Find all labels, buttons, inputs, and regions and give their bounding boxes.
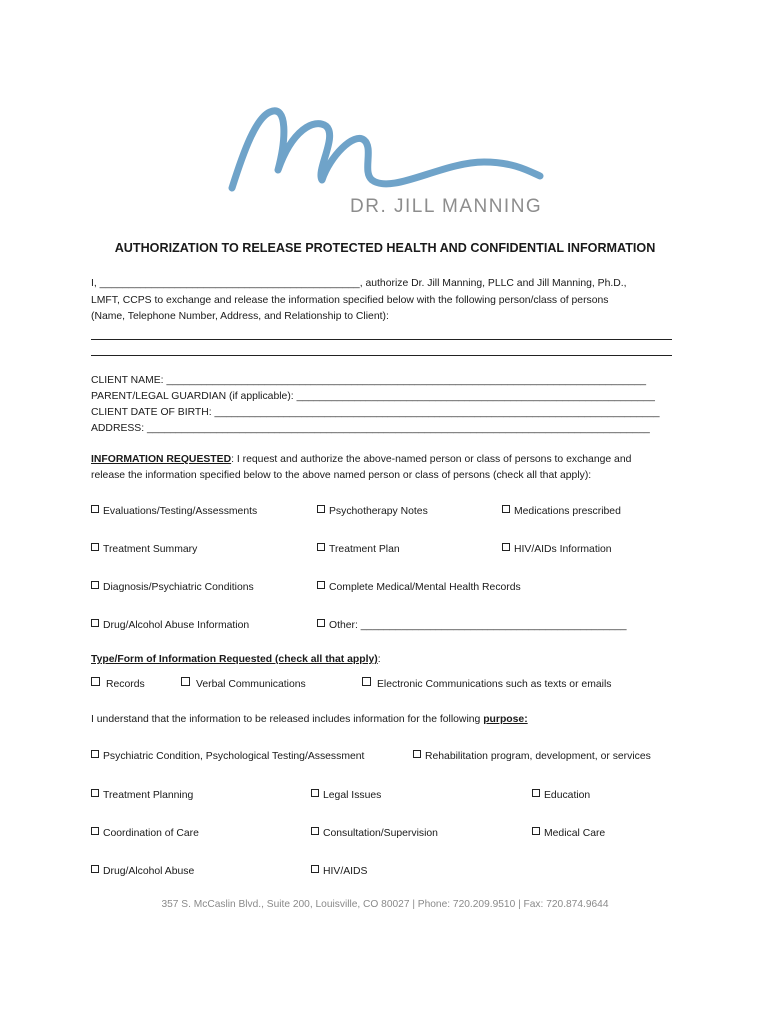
info-requested-paragraph-2: release the information specified below to the above named person or class of persons (check all that apply): <box>91 470 592 481</box>
checkbox-icon[interactable] <box>91 581 99 589</box>
option-label: Psychotherapy Notes <box>329 506 428 517</box>
client-dob-field[interactable]: CLIENT DATE OF BIRTH: _____________________________________________________________________________ <box>91 407 660 418</box>
checkbox-icon[interactable] <box>91 677 100 686</box>
checkbox-icon[interactable] <box>362 677 371 686</box>
option-label: HIV/AIDs Information <box>514 544 612 555</box>
checkbox-medications[interactable] <box>502 505 621 519</box>
checkbox-icon[interactable] <box>91 619 99 627</box>
checkbox-records[interactable] <box>91 677 145 692</box>
checkbox-verbal-communications[interactable] <box>181 677 306 692</box>
checkbox-education[interactable] <box>532 789 590 803</box>
logo-m-mark-icon <box>222 100 552 195</box>
checkbox-diagnosis[interactable] <box>91 581 254 595</box>
checkbox-icon[interactable] <box>181 677 190 686</box>
checkbox-electronic-communications[interactable] <box>362 677 611 692</box>
checkbox-icon[interactable] <box>311 827 319 835</box>
checkbox-treatment-plan[interactable] <box>317 543 400 557</box>
info-requested-paragraph-1 <box>91 453 631 467</box>
page-title: AUTHORIZATION TO RELEASE PROTECTED HEALTH AND CONFIDENTIAL INFORMATION <box>114 241 656 255</box>
checkbox-icon[interactable] <box>91 789 99 797</box>
checkbox-icon[interactable] <box>532 789 540 797</box>
checkbox-evaluations[interactable] <box>91 505 257 519</box>
option-label: Records <box>106 679 145 690</box>
checkbox-consultation[interactable] <box>311 827 438 841</box>
type-form-label: Type/Form of Information Requested (check all that apply) <box>91 654 378 665</box>
client-address-field[interactable]: ADDRESS: _______________________________________________________________________________________ <box>91 423 650 434</box>
purpose-label: purpose: <box>483 714 528 725</box>
option-label: Drug/Alcohol Abuse Information <box>103 620 250 631</box>
intro-line-3: (Name, Telephone Number, Address, and Relationship to Client): <box>91 311 389 322</box>
option-label: Treatment Plan <box>329 544 400 555</box>
option-label: Psychiatric Condition, Psychological Testing/Assessment <box>103 751 365 762</box>
checkbox-treatment-summary[interactable] <box>91 543 197 557</box>
checkbox-psychotherapy-notes[interactable] <box>317 505 428 519</box>
checkbox-icon[interactable] <box>91 827 99 835</box>
checkbox-icon[interactable] <box>91 750 99 758</box>
recipient-blank-line-2[interactable] <box>91 355 672 356</box>
client-name-field[interactable]: CLIENT NAME: ___________________________________________________________________________________ <box>91 375 647 386</box>
checkbox-icon[interactable] <box>317 543 325 551</box>
logo-text: DR. JILL MANNING <box>350 196 543 217</box>
option-label: Complete Medical/Mental Health Records <box>329 582 521 593</box>
checkbox-complete-records[interactable] <box>317 581 521 595</box>
checkbox-legal-issues[interactable] <box>311 789 381 803</box>
type-form-colon: : <box>377 654 381 665</box>
checkbox-icon[interactable] <box>91 543 99 551</box>
option-label: Education <box>544 790 591 801</box>
checkbox-coordination-of-care[interactable] <box>91 827 199 841</box>
option-label: Verbal Communications <box>196 679 306 690</box>
option-label: Medications prescribed <box>514 506 621 517</box>
checkbox-icon[interactable] <box>413 750 421 758</box>
checkbox-icon[interactable] <box>91 865 99 873</box>
logo <box>222 100 552 225</box>
checkbox-icon[interactable] <box>311 865 319 873</box>
purpose-paragraph <box>91 713 528 727</box>
recipient-blank-line-1[interactable] <box>91 339 672 340</box>
checkbox-psychiatric-condition[interactable] <box>91 750 364 764</box>
checkbox-hiv-aids[interactable] <box>311 865 367 879</box>
checkbox-other[interactable] <box>317 619 627 633</box>
checkbox-icon[interactable] <box>502 543 510 551</box>
checkbox-icon[interactable] <box>317 619 325 627</box>
option-label: Treatment Summary <box>103 544 198 555</box>
info-requested-text-1: : I request and authorize the above-named person or class of persons to exchange and <box>231 454 632 465</box>
option-label: Diagnosis/Psychiatric Conditions <box>103 582 254 593</box>
checkbox-icon[interactable] <box>311 789 319 797</box>
option-label: Drug/Alcohol Abuse <box>103 866 195 877</box>
option-label: HIV/AIDS <box>323 866 368 877</box>
guardian-field[interactable]: PARENT/LEGAL GUARDIAN (if applicable): ______________________________________________________________ <box>91 391 655 402</box>
checkbox-hiv-aids-information[interactable] <box>502 543 612 557</box>
intro-line-1: I, _____________________________________________, authorize Dr. Jill Manning, PLLC and Jill Manning, Ph.D., <box>91 278 627 289</box>
option-label: Treatment Planning <box>103 790 194 801</box>
checkbox-icon[interactable] <box>532 827 540 835</box>
checkbox-icon[interactable] <box>91 505 99 513</box>
intro-line-2: LMFT, CCPS to exchange and release the information specified below with the following person/class of persons <box>91 295 609 306</box>
checkbox-rehabilitation[interactable] <box>413 750 651 764</box>
checkbox-icon[interactable] <box>502 505 510 513</box>
checkbox-treatment-planning[interactable] <box>91 789 193 803</box>
option-label: Consultation/Supervision <box>323 828 438 839</box>
info-requested-label: INFORMATION REQUESTED <box>91 454 232 465</box>
option-label: Other: ______________________________________________ <box>329 620 627 631</box>
option-label: Evaluations/Testing/Assessments <box>103 506 258 517</box>
option-label: Legal Issues <box>323 790 382 801</box>
option-label: Electronic Communications such as texts or emails <box>377 679 612 690</box>
purpose-text: I understand that the information to be released includes information for the following <box>91 714 484 725</box>
option-label: Medical Care <box>544 828 606 839</box>
type-form-heading <box>91 653 381 667</box>
checkbox-icon[interactable] <box>317 505 325 513</box>
option-label: Rehabilitation program, development, or services <box>425 751 651 762</box>
checkbox-medical-care[interactable] <box>532 827 605 841</box>
checkbox-drug-alcohol-abuse[interactable] <box>91 865 194 879</box>
footer-address: 357 S. McCaslin Blvd., Suite 200, Louisville, CO 80027 | Phone: 720.209.9510 | Fax: 720.874.9644 <box>161 899 609 910</box>
checkbox-icon[interactable] <box>317 581 325 589</box>
checkbox-drug-alcohol-info[interactable] <box>91 619 249 633</box>
option-label: Coordination of Care <box>103 828 199 839</box>
